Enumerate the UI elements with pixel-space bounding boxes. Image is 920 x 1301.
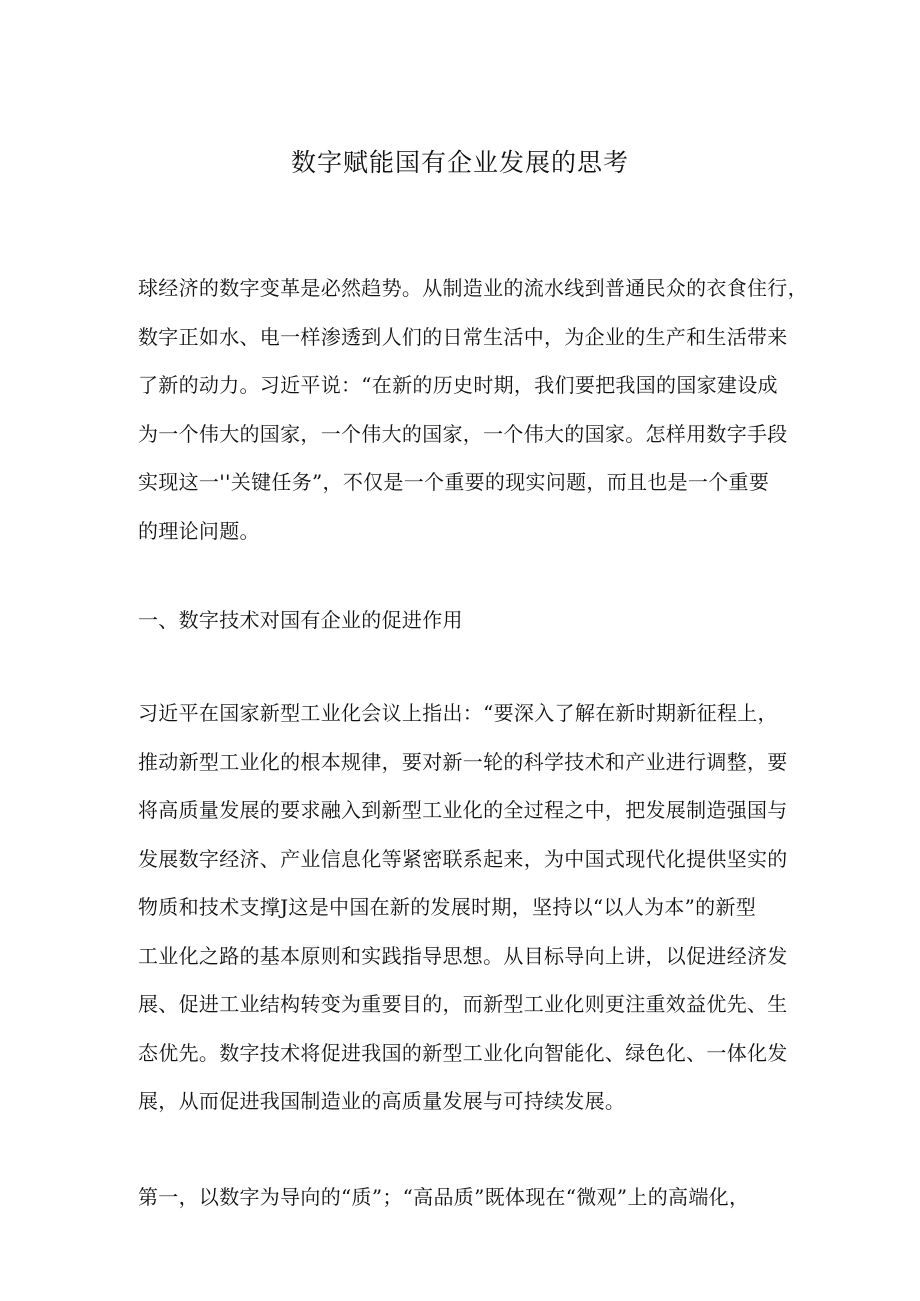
- text-line: 数字正如水、电一样渗透到人们的日常生活中，为企业的生产和生活带来: [138, 324, 788, 349]
- text-line: 工业化之路的基本原则和实践指导思想。从目标导向上讲，以促进经济发: [138, 943, 788, 968]
- text-line: 将高质量发展的要求融入到新型工业化的全过程之中，把发展制造强国与: [138, 798, 788, 822]
- text-line: 实现这一''关键任务”，不仅是一个重要的现实问题，而且也是一个重要: [138, 470, 770, 494]
- text-line: 物质和技术支撑J这是中国在新的发展时期，坚持以“以人为本”的新型: [138, 895, 757, 919]
- text-line: 展、促进工业结构转变为重要目的，而新型工业化则更注重效益优先、生: [138, 992, 788, 1016]
- text-line: 了新的动力。习近平说：“在新的历史时期，我们要把我国的国家建设成: [138, 373, 778, 397]
- intro-paragraph: [138, 264, 808, 555]
- text-line: 习近平在国家新型工业化会议上指出：“要深入了解在新时期新征程上，: [138, 701, 778, 725]
- text-line: 推动新型工业化的根本规律，要对新一轮的科学技术和产业进行调整，要: [138, 749, 788, 774]
- text-line: 发展数字经济、产业信息化等紧密联系起来，为中国式现代化提供坚实的: [138, 846, 788, 871]
- document-title: 数字赋能国有企业发展的思考: [290, 148, 629, 177]
- section-heading-text: 一、数字技术对国有企业的促进作用: [138, 608, 463, 632]
- section-heading: [138, 596, 798, 645]
- text-line: 球经济的数字变革是必然趋势。从制造业的流水线到普通民众的衣食住行，: [138, 276, 808, 300]
- section-body-paragraph: [138, 689, 798, 1126]
- text-line: 第一，以数字为导向的“质”；“高品质”既体现在“微观”上的高端化，: [138, 1185, 750, 1209]
- text-line: 态优先。数字技术将促进我国的新型工业化向智能化、绿色化、一体化发: [138, 1040, 788, 1065]
- text-line: 的理论问题。: [138, 518, 260, 543]
- text-line: 为一个伟大的国家，一个伟大的国家，一个伟大的国家。怎样用数字手段: [138, 421, 788, 446]
- point-paragraph: [138, 1173, 798, 1222]
- text-line: 展，从而促进我国制造业的高质量发展与可持续发展。: [138, 1089, 626, 1113]
